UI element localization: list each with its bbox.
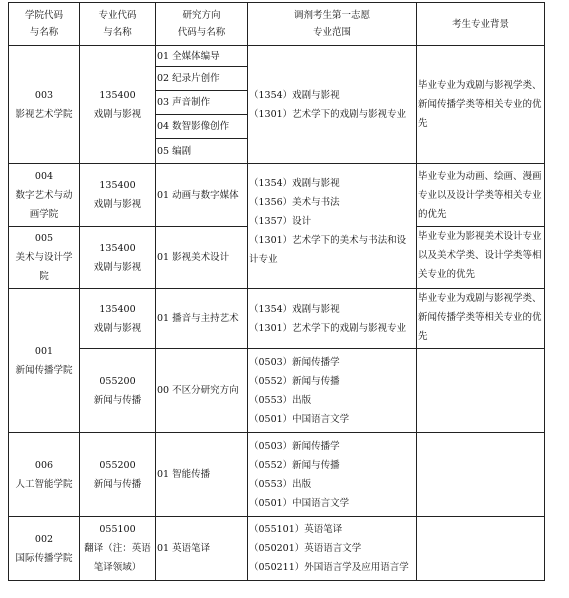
major-cell: 055100 翻译（注：英语 笔译领域） <box>80 517 156 581</box>
table-row <box>9 164 545 227</box>
major-cell: 055200 新闻与传播 <box>80 433 156 517</box>
college-cell: 001 新闻传播学院 <box>9 289 80 433</box>
header-background: 考生专业背景 <box>417 3 545 46</box>
background-cell <box>417 433 545 517</box>
scope-cell: （1354）戏剧与影视 （1356）美术与书法 （1357）设计 （1301）艺术学下的美术与书法和设 计专业 <box>248 164 417 289</box>
direction-cell: 01 全媒体编导 <box>156 46 248 67</box>
direction-cell: 00 不区分研究方向 <box>156 349 248 433</box>
direction-cell: 01 智能传播 <box>156 433 248 517</box>
direction-cell: 04 数智影像创作 <box>156 115 248 139</box>
table-row <box>9 46 545 67</box>
college-cell: 004 数字艺术与动 画学院 <box>9 164 80 227</box>
table-row <box>9 349 545 433</box>
direction-cell: 01 英语笔译 <box>156 517 248 581</box>
college-cell: 003 影视艺术学院 <box>9 46 80 164</box>
background-cell: 毕业专业为戏剧与影视学类、新闻传播学类等相关专业的优先 <box>417 289 545 349</box>
table-row <box>9 289 545 349</box>
major-cell: 055200 新闻与传播 <box>80 349 156 433</box>
major-cell: 135400 戏剧与影视 <box>80 227 156 289</box>
scope-cell: （055101）英语笔译 （050201）英语语言文学 （050211）外国语言学及应用语言学 <box>248 517 417 581</box>
table-row <box>9 517 545 581</box>
direction-cell: 02 纪录片创作 <box>156 67 248 91</box>
scope-cell: （1354）戏剧与影视 （1301）艺术学下的戏剧与影视专业 <box>248 289 417 349</box>
background-cell: 毕业专业为戏剧与影视学类、新闻传播学类等相关专业的优先 <box>417 46 545 164</box>
scope-cell: （0503）新闻传播学 （0552）新闻与传播 （0553）出版 （0501）中国语言文学 <box>248 433 417 517</box>
table-row <box>9 433 545 517</box>
major-cell: 135400 戏剧与影视 <box>80 164 156 227</box>
header-major: 专业代码 与名称 <box>80 3 156 46</box>
background-cell: 毕业专业为动画、绘画、漫画专业以及设计学类等相关专业的优先 <box>417 164 545 227</box>
direction-cell: 05 编剧 <box>156 139 248 164</box>
direction-cell: 01 动画与数字媒体 <box>156 164 248 227</box>
adjustment-table <box>8 2 545 581</box>
major-cell: 135400 戏剧与影视 <box>80 289 156 349</box>
scope-cell: （1354）戏剧与影视 （1301）艺术学下的戏剧与影视专业 <box>248 46 417 164</box>
header-direction: 研究方向 代码与名称 <box>156 3 248 46</box>
header-college: 学院代码 与名称 <box>9 3 80 46</box>
college-cell: 002 国际传播学院 <box>9 517 80 581</box>
direction-cell: 01 播音与主持艺术 <box>156 289 248 349</box>
header-scope: 调剂考生第一志愿 专业范围 <box>248 3 417 46</box>
major-cell: 135400 戏剧与影视 <box>80 46 156 164</box>
background-cell <box>417 349 545 433</box>
background-cell: 毕业专业为影视美术设计专业以及美术学类、设计学类等相关专业的优先 <box>417 227 545 289</box>
scope-cell: （0503）新闻传播学 （0552）新闻与传播 （0553）出版 （0501）中国语言文学 <box>248 349 417 433</box>
direction-cell: 03 声音制作 <box>156 91 248 115</box>
direction-cell: 01 影视美术设计 <box>156 227 248 289</box>
college-cell: 005 美术与设计学 院 <box>9 227 80 289</box>
header-row <box>9 3 545 46</box>
background-cell <box>417 517 545 581</box>
college-cell: 006 人工智能学院 <box>9 433 80 517</box>
